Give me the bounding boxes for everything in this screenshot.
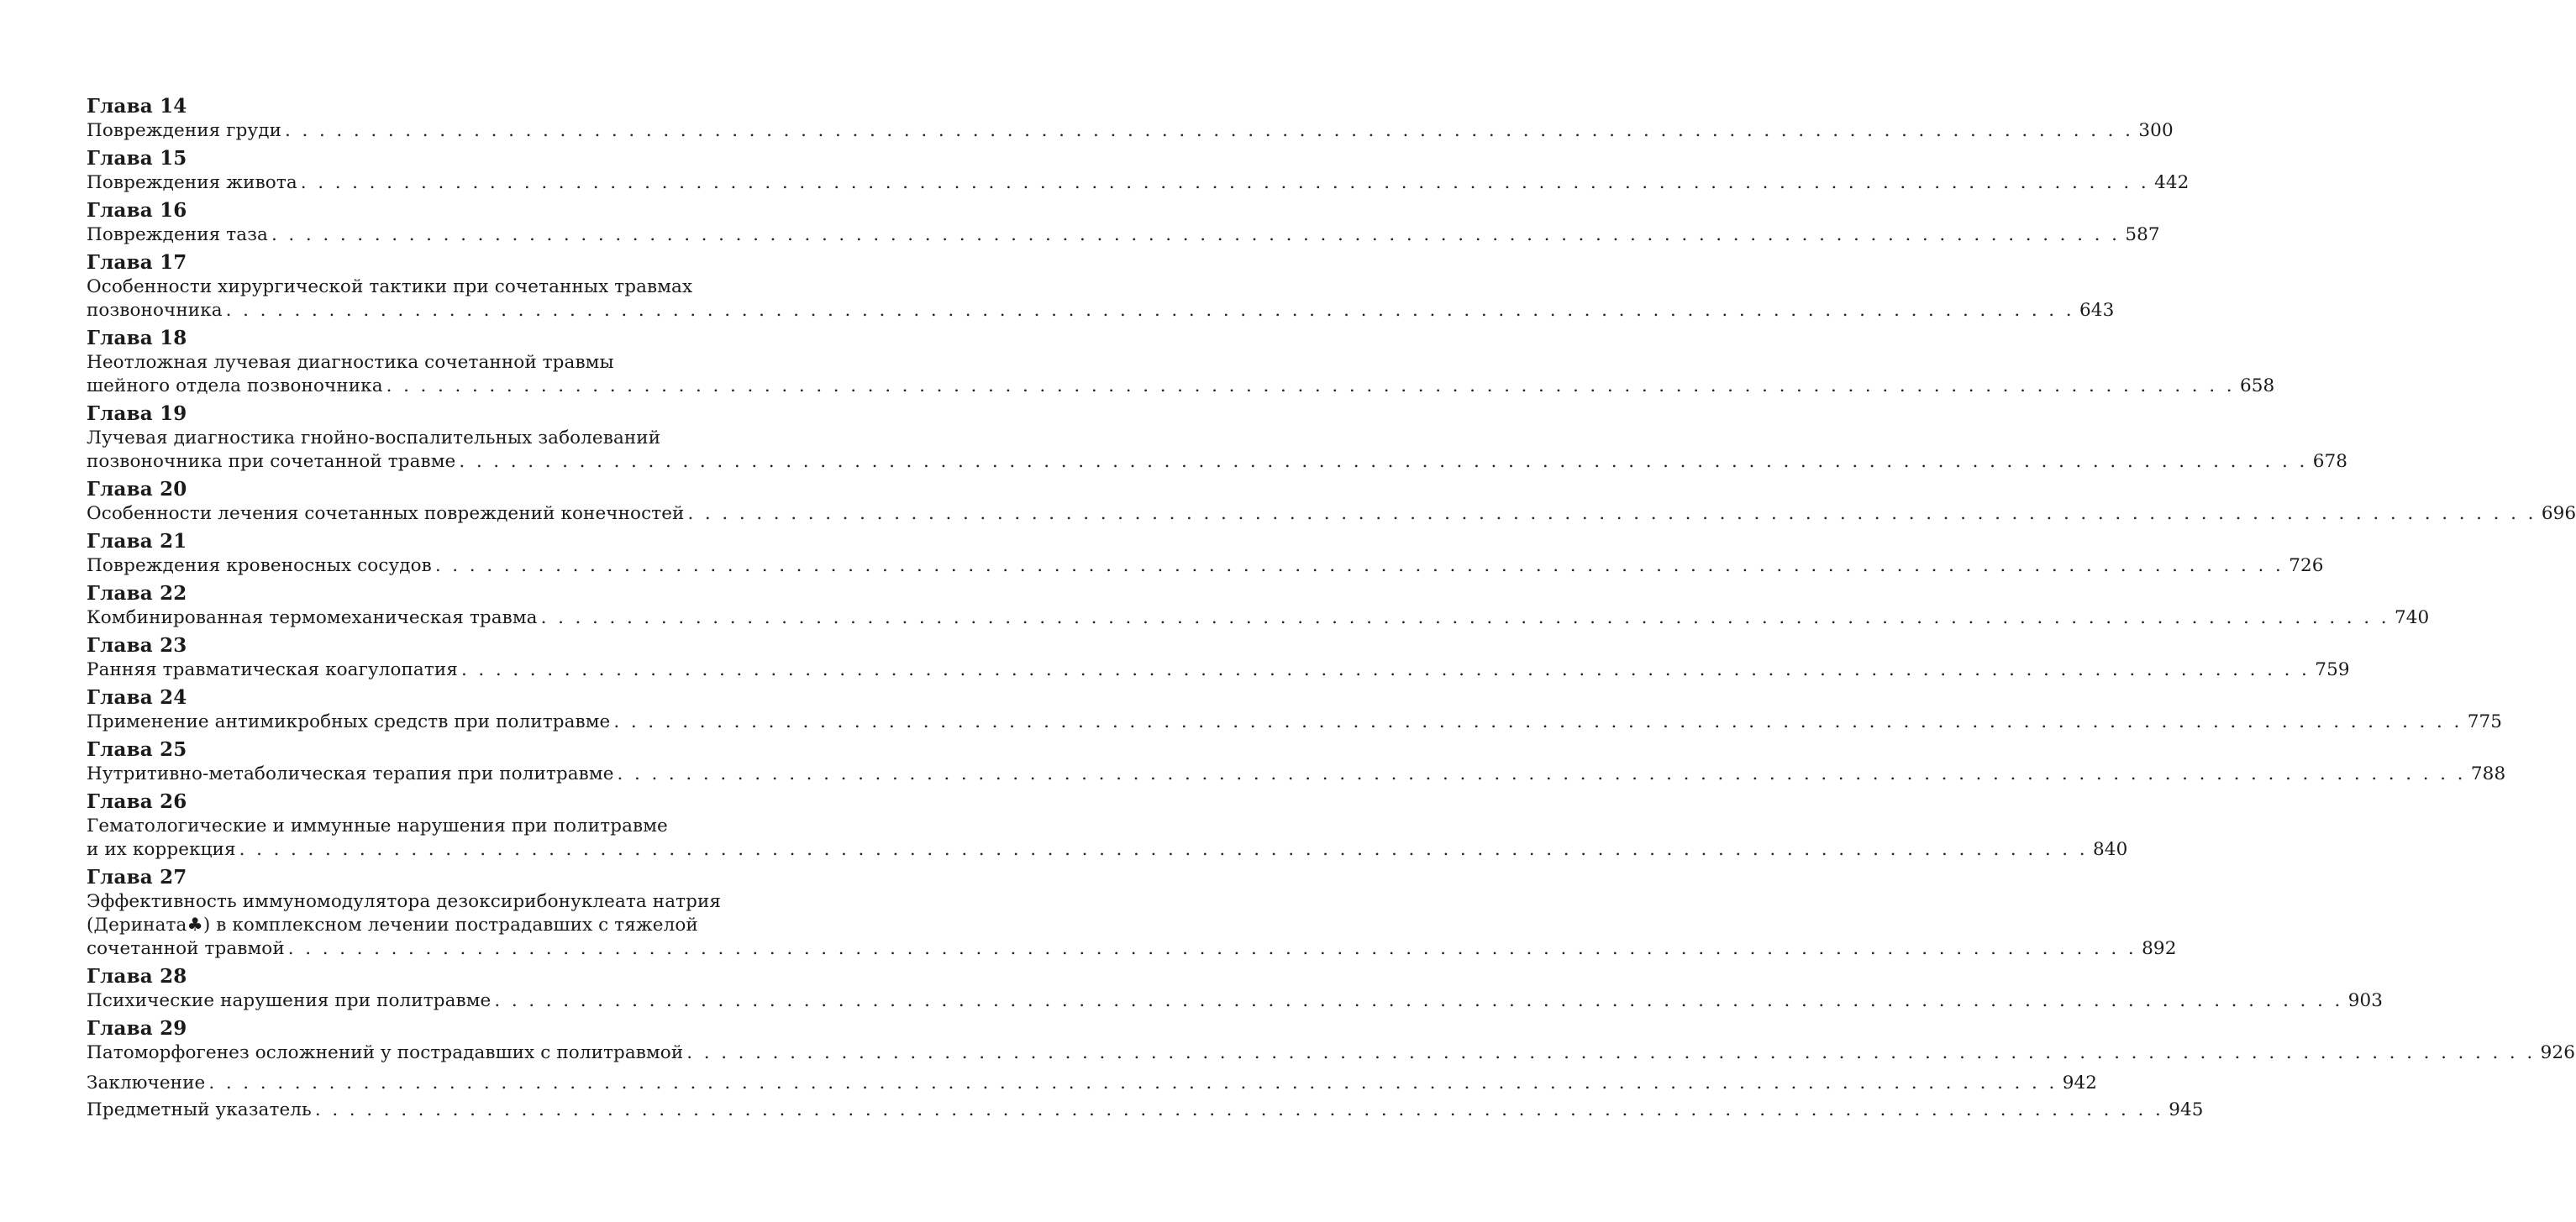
- dot-leader: [386, 375, 2235, 398]
- chapter-title-line: Гематологические и иммунные нарушения при политравме: [87, 816, 668, 837]
- page-number: 658: [2239, 375, 2275, 396]
- chapter-title-line: (Дерината♣) в комплексном лечении пострадавших с тяжелой: [87, 915, 698, 936]
- chapter-heading: Глава 23: [87, 634, 187, 657]
- dot-leader: [435, 554, 2284, 578]
- toc-entry[interactable]: [87, 171, 2190, 195]
- page-number: 840: [2093, 839, 2128, 860]
- chapter-title: и их коррекция: [87, 839, 236, 860]
- toc-entry[interactable]: [87, 1099, 2204, 1122]
- toc-chapter: [87, 737, 2506, 789]
- dot-leader: [285, 119, 2133, 143]
- page-number: 903: [2347, 990, 2384, 1011]
- chapter-heading: Глава 21: [87, 530, 187, 553]
- dot-leader: [618, 763, 2466, 786]
- chapter-heading: Глава 27: [87, 866, 187, 889]
- page-number: 740: [2394, 607, 2430, 628]
- chapter-heading: Глава 18: [87, 327, 187, 349]
- toc-chapter: [87, 789, 2128, 865]
- toc-entry[interactable]: [87, 223, 2160, 247]
- page-number: 775: [2467, 711, 2503, 732]
- chapter-heading: Глава 26: [87, 790, 187, 813]
- dot-leader: [687, 502, 2536, 526]
- dot-leader: [494, 989, 2342, 1013]
- toc-entry[interactable]: [87, 658, 2350, 682]
- chapter-title: Повреждения живота: [87, 172, 297, 193]
- page-number: 696: [2541, 503, 2576, 524]
- chapter-heading: Глава 16: [87, 199, 187, 222]
- dot-leader: [208, 1072, 2057, 1095]
- toc-entry[interactable]: [87, 711, 2503, 734]
- page-number: 926: [2540, 1042, 2575, 1063]
- page-number: 643: [2079, 300, 2115, 321]
- section-title: Предметный указатель: [87, 1099, 312, 1120]
- toc-entry[interactable]: [87, 937, 2177, 961]
- dot-leader: [459, 450, 2307, 474]
- chapter-title: шейного отдела позвоночника: [87, 375, 383, 396]
- chapter-title-line: Лучевая диагностика гнойно-воспалительных заболеваний: [87, 427, 661, 448]
- toc-entry[interactable]: [87, 1072, 2098, 1095]
- page-number: 945: [2169, 1099, 2204, 1120]
- page-number: 587: [2125, 224, 2160, 245]
- toc-entry[interactable]: [87, 989, 2384, 1013]
- chapter-heading: Глава 22: [87, 582, 187, 605]
- page-number: 892: [2142, 938, 2177, 959]
- chapter-title: Комбинированная термомеханическая травма: [87, 607, 538, 628]
- toc-entry[interactable]: [87, 299, 2115, 323]
- dot-leader: [686, 1041, 2535, 1065]
- table-of-contents: [87, 94, 2576, 1122]
- toc-chapter: [87, 685, 2503, 737]
- toc-entry[interactable]: [87, 375, 2275, 398]
- toc-entry[interactable]: [87, 450, 2348, 474]
- dot-leader: [315, 1099, 2163, 1122]
- page-number: 726: [2289, 555, 2324, 576]
- toc-chapter: [87, 401, 2348, 477]
- chapter-title: Повреждения груди: [87, 120, 282, 141]
- toc-entry[interactable]: [87, 763, 2506, 786]
- section-title: Заключение: [87, 1073, 206, 1094]
- dot-leader: [288, 937, 2137, 961]
- page-number: 942: [2062, 1073, 2098, 1094]
- dot-leader: [271, 223, 2120, 247]
- dot-leader: [613, 711, 2462, 734]
- chapter-title: сочетанной травмой: [87, 938, 285, 959]
- dot-leader: [461, 658, 2310, 682]
- chapter-heading: Глава 17: [87, 251, 187, 274]
- toc-entry[interactable]: [87, 1041, 2575, 1065]
- chapter-title: Повреждения кровеносных сосудов: [87, 555, 432, 576]
- page-number: 678: [2312, 451, 2348, 472]
- chapter-title-line: Эффективность иммуномодулятора дезоксирибонуклеата натрия: [87, 891, 722, 912]
- chapter-title: Психические нарушения при политравме: [87, 990, 492, 1011]
- chapter-heading: Глава 24: [87, 686, 187, 709]
- toc-chapter: [87, 477, 2576, 529]
- toc-chapter: [87, 146, 2190, 198]
- toc-entry[interactable]: [87, 606, 2430, 630]
- chapter-heading: Глава 28: [87, 965, 187, 988]
- chapter-title: позвоночника: [87, 300, 223, 321]
- toc-chapter: [87, 1016, 2575, 1068]
- page-number: 759: [2315, 659, 2350, 680]
- chapter-heading: Глава 14: [87, 95, 187, 118]
- page-number: 788: [2470, 763, 2506, 784]
- dot-leader: [301, 171, 2149, 195]
- toc-entry[interactable]: [87, 838, 2128, 862]
- page-number: 300: [2138, 120, 2174, 141]
- chapter-title-line: Неотложная лучевая диагностика сочетанной травмы: [87, 352, 614, 373]
- toc-chapter: [87, 250, 2115, 326]
- page-number: 442: [2154, 172, 2190, 193]
- chapter-title: Нутритивно-метаболическая терапия при политравме: [87, 763, 614, 784]
- dot-leader: [239, 838, 2088, 862]
- toc-chapter: [87, 581, 2430, 633]
- toc-chapter: [87, 529, 2324, 581]
- toc-entry[interactable]: [87, 119, 2174, 143]
- chapter-heading: Глава 19: [87, 402, 187, 425]
- chapter-title: Повреждения таза: [87, 224, 268, 245]
- dot-leader: [226, 299, 2074, 323]
- toc-chapter: [87, 964, 2384, 1016]
- toc-chapter: [87, 198, 2160, 250]
- chapter-heading: Глава 15: [87, 147, 187, 170]
- toc-entry[interactable]: [87, 554, 2324, 578]
- toc-chapter: [87, 326, 2275, 401]
- chapter-heading: Глава 25: [87, 738, 187, 761]
- chapter-title: Особенности лечения сочетанных повреждений конечностей: [87, 503, 685, 524]
- chapter-title: позвоночника при сочетанной травме: [87, 451, 456, 472]
- toc-chapter: [87, 865, 2177, 964]
- toc-chapter: [87, 633, 2350, 685]
- chapter-heading: Глава 20: [87, 478, 187, 501]
- toc-chapter: [87, 94, 2174, 146]
- chapter-heading: Глава 29: [87, 1017, 187, 1040]
- dot-leader: [541, 606, 2389, 630]
- toc-entry[interactable]: [87, 502, 2576, 526]
- chapter-title: Ранняя травматическая коагулопатия: [87, 659, 458, 680]
- chapter-title-line: Особенности хирургической тактики при сочетанных травмах: [87, 276, 693, 297]
- chapter-title: Патоморфогенез осложнений у пострадавших с политравмой: [87, 1042, 684, 1063]
- chapter-title: Применение антимикробных средств при политравме: [87, 711, 611, 732]
